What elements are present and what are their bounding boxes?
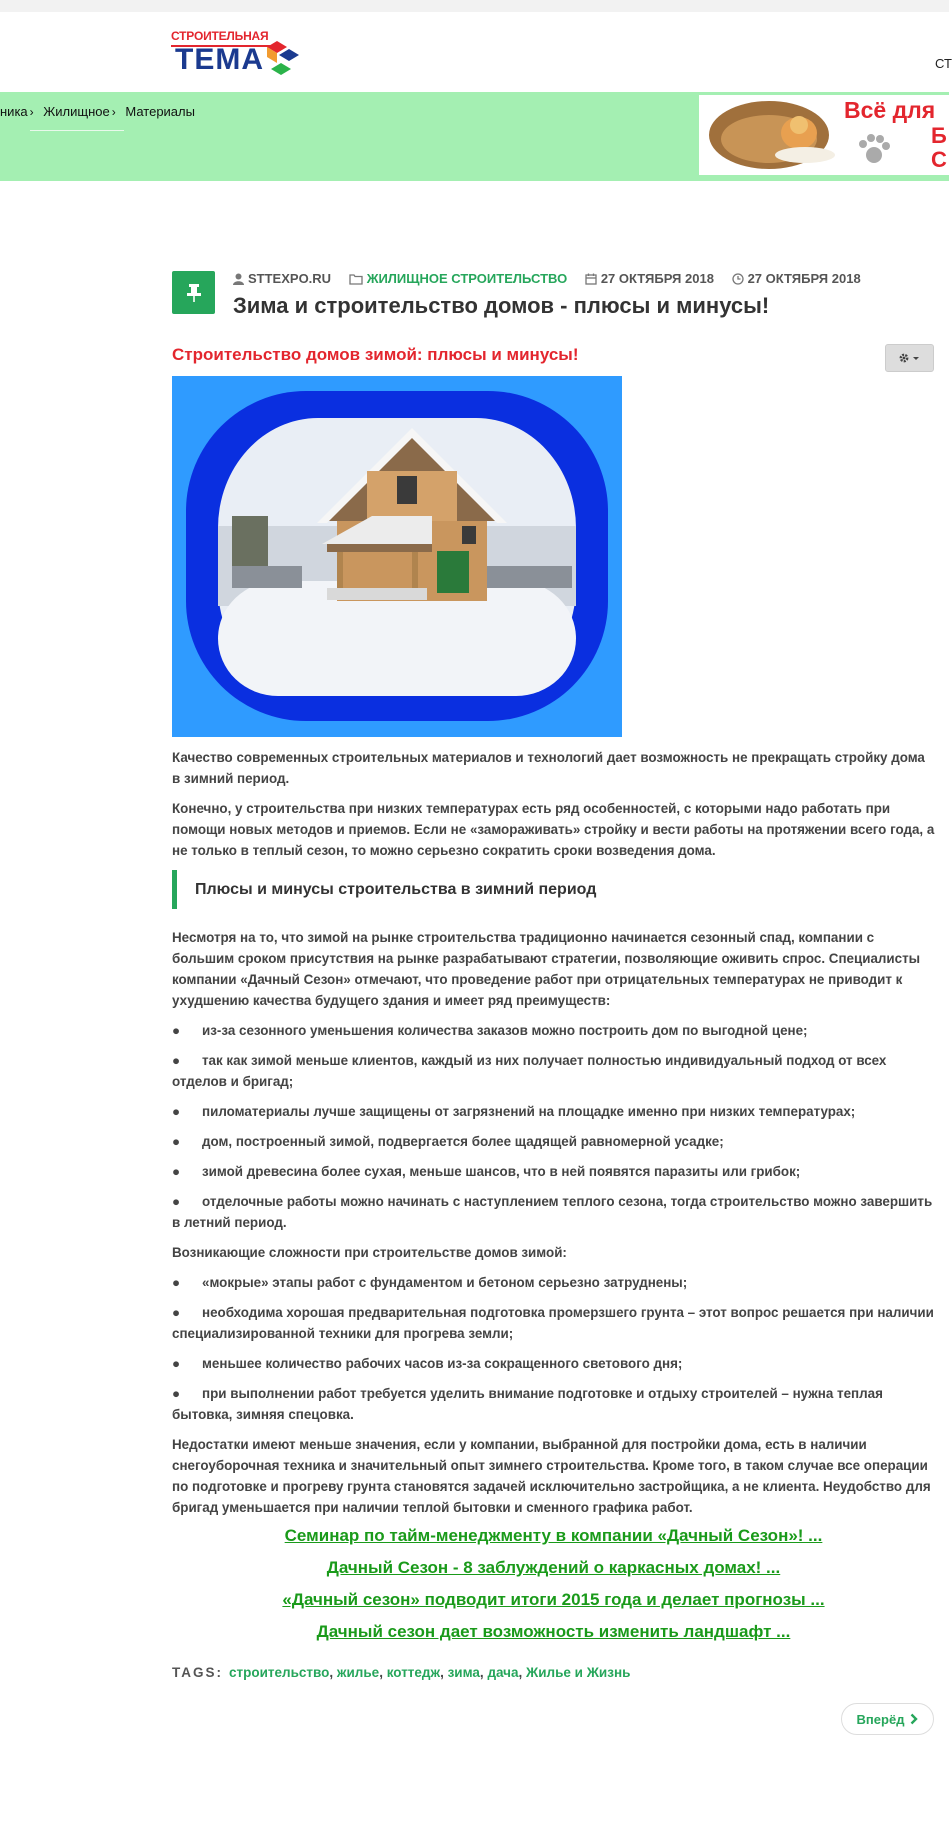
nav-menu-item[interactable]: СТ [935,56,952,71]
list-item-text: пиломатериалы лучше защищены от загрязнений на площадке именно при низких температурах; [202,1104,856,1119]
list-item-text: при выполнении работ требуется уделить внимание подготовке и отдыху строителей – нужна теплая бытовка, зимняя спецовка. [172,1386,883,1422]
bullet-dot: ● [172,1356,181,1371]
clock-icon [732,273,744,285]
paw-icon [854,129,894,169]
related-article-link[interactable]: Дачный Сезон - 8 заблуждений о каркасных домах! ... [326,1558,781,1577]
featured-pin-badge [172,271,215,314]
category-link[interactable]: ЖИЛИЩНОЕ СТРОИТЕЛЬСТВО [366,271,568,286]
logo-main-text: ТЕМА [175,43,264,76]
list-item [172,1020,935,1041]
breadcrumb-item-current: Материалы [125,104,195,119]
list-item-text: меньшее количество рабочих часов из-за сокращенного светового дня; [202,1356,683,1371]
list-item-text: из-за сезонного уменьшения количества заказов можно построить дом по выгодной цене; [202,1023,808,1038]
list-item [172,1161,935,1182]
gear-icon [898,352,922,364]
list-item-text: отделочные работы можно начинать с наступлением теплого сезона, тогда строительство можно завершить в летний период. [172,1194,933,1230]
breadcrumb-item[interactable]: ника [0,104,28,119]
user-icon [233,273,244,285]
meta-modified [732,271,861,286]
meta-category [349,271,567,286]
top-strip [0,0,949,12]
banner-line-2: Б [931,123,947,148]
paragraph-cons-intro: Возникающие сложности при строительстве домов зимой: [172,1245,567,1260]
list-item [172,1353,935,1374]
tag-link[interactable]: Жилье и Жизнь [526,1665,631,1680]
list-item-text: так как зимой меньше клиентов, каждый из них получает полностью индивидуальный подход от всех отделов и бригад; [172,1053,887,1089]
article-image [172,376,622,737]
caret-down-icon [913,357,919,360]
logo-cube-icon [267,39,301,79]
bullet-dot: ● [172,1305,181,1320]
list-item-text: дом, построенный зимой, подвергается более щадящей равномерной усадке; [202,1134,724,1149]
bullet-dot: ● [172,1194,181,1209]
list-item [172,1191,935,1233]
bullet-dot: ● [172,1104,181,1119]
paragraph-intro-1: Качество современных строительных материалов и технологий дает возможность не прекращать стройку дома в зимний период. [172,750,925,786]
ad-banner[interactable] [699,95,949,175]
banner-headline: Всё для [844,97,936,123]
tag-link[interactable]: жилье [336,1665,380,1680]
calendar-icon [585,273,597,285]
list-item [172,1131,935,1152]
next-article-button[interactable] [841,1703,934,1735]
article-title: Зима и строительство домов - плюсы и минусы! [233,293,770,318]
tag-link[interactable]: коттедж [386,1665,441,1680]
chevron-right-icon: › [111,105,116,119]
tags-row: TAGS: строительство, жилье, коттедж, зима, дача, Жилье и Жизнь [172,1665,631,1680]
chevron-right-icon [910,1713,918,1725]
tag-link[interactable]: зима [447,1665,480,1680]
author-name: STTEXPO.RU [248,271,332,286]
created-date: 27 ОКТЯБРЯ 2018 [600,271,714,286]
list-item [172,1272,935,1293]
pin-icon [185,283,203,303]
folder-icon [349,273,363,285]
paragraph-pros-intro: Несмотря на то, что зимой на рынке строительства традиционно начинается сезонный спад, компании с большим сроком присутствия на рынке разрабатывают стратегии, позволяющие оживить спрос. Специалисты компании «Дачный Сезон» отмечают, что проведение работ при отрицательных температурах не приводит к ухудшению качества будущего здания и имеет ряд преимуществ: [172,930,921,1008]
bullet-dot: ● [172,1134,181,1149]
logo-top-text: СТРОИТЕЛЬНАЯ [171,29,269,43]
related-article-link[interactable]: Дачный сезон дает возможность изменить ландшафт ... [316,1622,791,1641]
related-article-link[interactable]: «Дачный сезон» подводит итоги 2015 года и делает прогнозы ... [282,1590,825,1609]
list-item [172,1383,935,1425]
list-item [172,1302,935,1344]
related-article-link[interactable]: Семинар по тайм-менеджменту в компании «Дачный Сезон»! ... [284,1526,823,1545]
article-tools-button[interactable] [885,344,934,372]
paragraph-conclusion: Недостатки имеют меньше значения, если у компании, выбранной для постройки дома, есть в наличии снегоуборочная техника и значительный опыт зимнего строительства. Кроме того, в таком случае все операции по подготовке и прогреву грунта становятся задачей исключительно застройщика, а не клиента. Неудобство для бригад уменьшается при наличии теплой бытовки и сменного графика работ. [172,1437,931,1515]
tags-label: TAGS: [172,1665,223,1680]
breadcrumb [0,104,203,119]
modified-date: 27 ОКТЯБРЯ 2018 [747,271,861,286]
list-item-text: «мокрые» этапы работ с фундаментом и бетоном серьезно затруднены; [202,1275,688,1290]
article-subtitle: Строительство домов зимой: плюсы и минусы! [172,345,579,364]
bullet-dot: ● [172,1275,181,1290]
chevron-right-icon: › [29,105,34,119]
banner-line-3: С [931,147,947,172]
article-meta [233,271,875,286]
next-button-label: Вперёд [856,1711,905,1727]
bullet-dot: ● [172,1386,181,1401]
breadcrumb-item[interactable]: Жилищное [43,104,110,119]
breadcrumb-divider [30,130,124,131]
bullet-dot: ● [172,1053,181,1068]
list-item [172,1050,935,1092]
cat-bed-image [699,95,844,175]
list-item-text: зимой древесина более сухая, меньше шансов, что в ней появятся паразиты или грибок; [202,1164,801,1179]
tag-link[interactable]: строительство [229,1665,330,1680]
section-heading-blockquote: Плюсы и минусы строительства в зимний период [172,870,935,909]
paragraph-intro-2: Конечно, у строительства при низких температурах есть ряд особенностей, с которыми надо работать при помощи новых методов и приемов. Если не «замораживать» стройку и вести работы на протяжении всего года, а не только в теплый сезон, то можно серьезно сократить сроки возведения дома. [172,801,935,858]
meta-author [233,271,331,286]
tag-link[interactable]: дача [487,1665,519,1680]
site-logo[interactable] [171,29,296,89]
meta-created [585,271,714,286]
bullet-dot: ● [172,1023,181,1038]
bullet-dot: ● [172,1164,181,1179]
site-header [0,12,952,92]
list-item [172,1101,935,1122]
list-item-text: необходима хорошая предварительная подготовка промерзшего грунта – этот вопрос решается при наличии специализированной техники для прогрева земли; [172,1305,934,1341]
